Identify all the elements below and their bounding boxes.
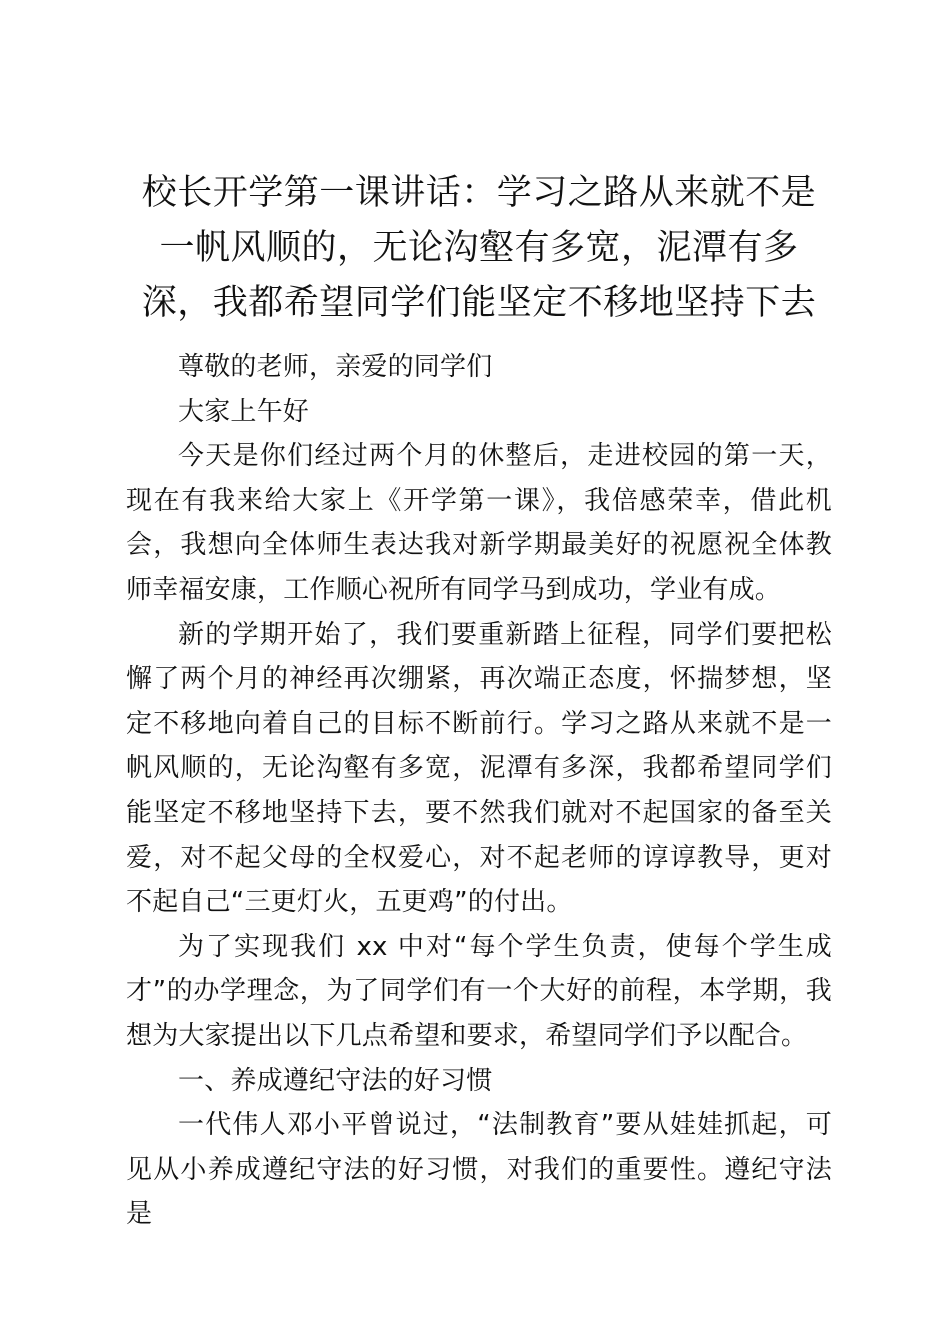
section-paragraph: 一代伟人邓小平曾说过，“法制教育”要从娃娃抓起，可见从小养成遵纪守法的好习惯，对我们的重要性。遵纪守法是 [126, 1110, 832, 1230]
section-heading: 一、养成遵纪守法的好习惯 [178, 1065, 493, 1096]
greeting-line: 尊敬的老师，亲爱的同学们 [178, 352, 493, 382]
body-paragraph: 今天是你们经过两个月的休整后，走进校园的第一天，现在有我来给大家上《开学第一课》，我倍感荣幸，借此机会，我想向全体师生表达我对新学期最美好的祝愿祝全体教师幸福安康，工作顺心祝所有同学马到成功，学业有成。 [126, 441, 832, 605]
document-title: 校长开学第一课讲话：学习之路从来就不是一帆风顺的，无论沟壑有多宽，泥潭有多深，我都希望同学们能坚定不移地坚持下去 [141, 173, 817, 323]
document-page [126, 166, 832, 1237]
salutation-line: 大家上午好 [178, 396, 310, 427]
body-paragraph: 为了实现我们 xx 中对“每个学生负责，使每个学生成才”的办学理念，为了同学们有一个大好的前程，本学期，我想为大家提出以下几点希望和要求，希望同学们予以配合。 [126, 931, 832, 1051]
body-paragraph: 新的学期开始了，我们要重新踏上征程，同学们要把松懈了两个月的神经再次绷紧，再次端正态度，怀揣梦想，坚定不移地向着自己的目标不断前行。学习之路从来就不是一帆风顺的，无论沟壑有多宽，泥潭有多深，我都希望同学们能坚定不移地坚持下去，要不然我们就对不起国家的备至关爱，对不起父母的全权爱心，对不起老师的谆谆教导，更对不起自己“三更灯火，五更鸡”的付出。 [126, 619, 832, 918]
